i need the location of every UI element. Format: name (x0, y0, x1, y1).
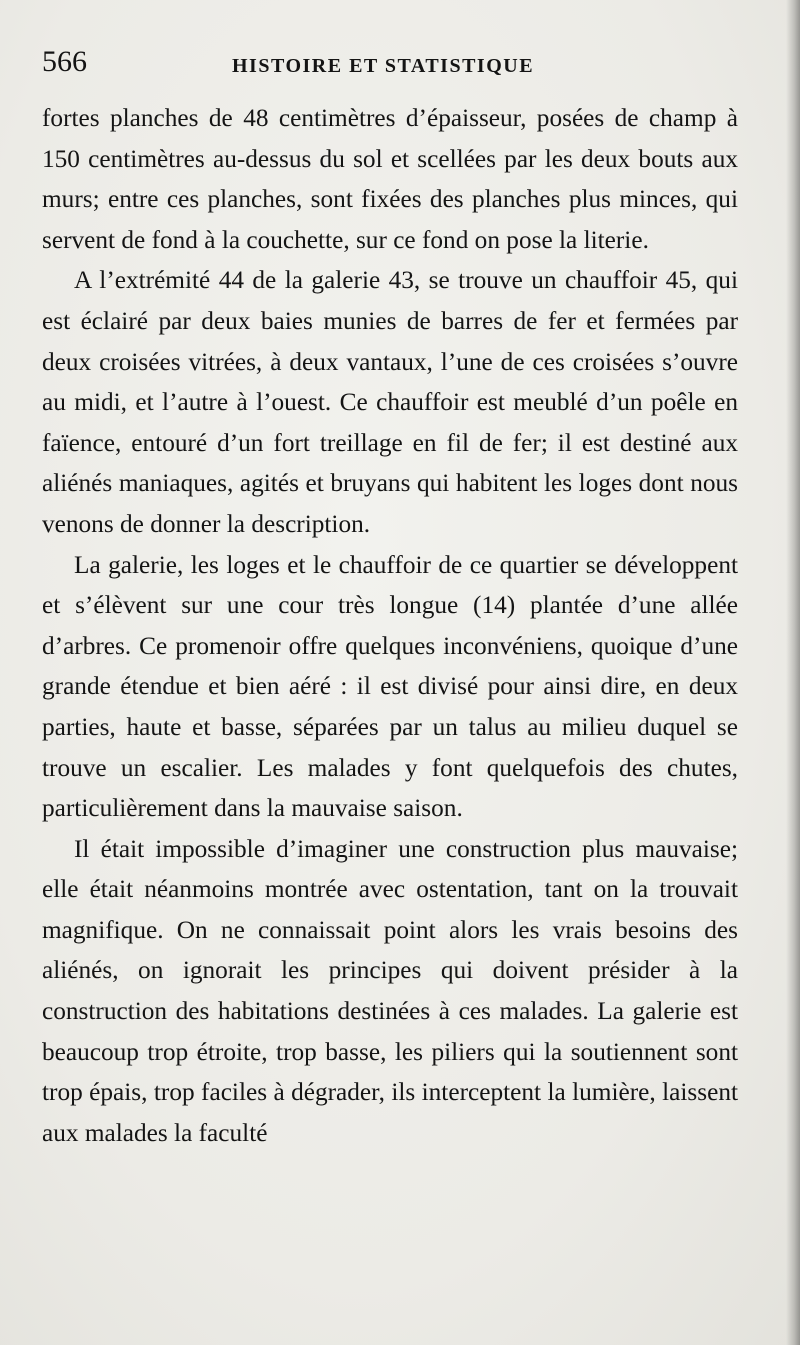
paragraph: Il était impossible d’imaginer une construction plus mauvaise; elle était néanmoins montrée avec ostentation, tant on la trouvait magnifique. On ne connaissait point alors les vrais besoins des aliénés, on ignorait les principes qui doivent présider à la construction des habitations destinées à ces malades. La galerie est beaucoup trop étroite, trop basse, les piliers qui la soutiennent sont trop épais, trop faciles à dégrader, ils interceptent la lumière, laissent aux malades la faculté (42, 834, 738, 1147)
page-header (42, 44, 737, 84)
page-number: 566 (42, 45, 87, 78)
running-head: HISTOIRE ET STATISTIQUE (232, 55, 535, 77)
paragraph-continued: fortes planches de 48 centimètres d’épaisseur, posées de champ à 150 centimètres au-dessus du sol et scellées par les deux bouts aux murs; entre ces planches, sont fixées des planches plus minces, qui servent de fond à la couchette, sur ce fond on pose la literie. (42, 104, 738, 254)
body-text (42, 98, 738, 1153)
paragraph: A l’extrémité 44 de la galerie 43, se trouve un chauffoir 45, qui est éclairé par deux baies munies de barres de fer et fermées par deux croisées vitrées, à deux vantaux, l’une de ces croisées s’ouvre au midi, et l’autre à l’ouest. Ce chauffoir est meublé d’un poêle en faïence, entouré d’un fort treillage en fil de fer; il est destiné aux aliénés maniaques, agités et bruyans qui habitent les loges dont nous venons de donner la description. (42, 266, 738, 538)
paragraph: La galerie, les loges et le chauffoir de ce quartier se développent et s’élèvent sur une cour très longue (14) plantée d’une allée d’arbres. Ce promenoir offre quelques inconvéniens, quoique d’une grande étendue et bien aéré : il est divisé pour ainsi dire, en deux parties, haute et basse, séparées par un talus au milieu duquel se trouve un escalier. Les malades y font quelquefois des chutes, particulièrement dans la mauvaise saison. (42, 550, 738, 823)
page-edge-shadow (786, 0, 800, 1345)
